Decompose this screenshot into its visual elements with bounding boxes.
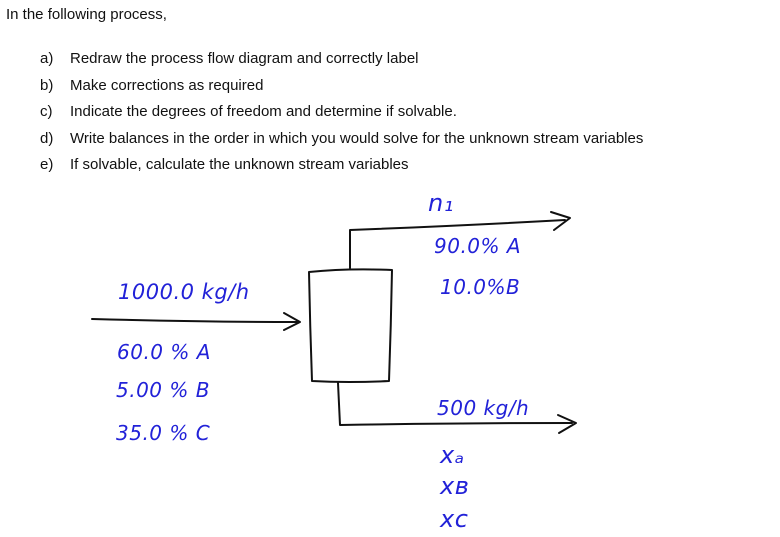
problem-intro: In the following process, (6, 6, 167, 23)
feed-stream-line (92, 319, 297, 322)
task-marker: e) (40, 156, 54, 174)
task-text: If solvable, calculate the unknown stream variables (70, 156, 409, 174)
bottom-flow-label: 500 kg/h (437, 396, 530, 420)
feed-flow-label: 1000.0 kg/h (118, 280, 250, 304)
task-text: Make corrections as required (70, 76, 264, 94)
top-flow-label: n₁ (428, 189, 454, 217)
feed-composition-b: 5.00 % B (116, 378, 210, 402)
bottom-composition-b: xʙ (440, 472, 470, 500)
task-text: Redraw the process flow diagram and correctly label (70, 50, 419, 67)
task-marker: a) (40, 50, 54, 67)
process-unit-box (309, 269, 392, 382)
task-text: Indicate the degrees of freedom and determine if solvable. (70, 103, 457, 121)
feed-composition-a: 60.0 % A (117, 340, 211, 364)
task-text: Write balances in the order in which you would solve for the unknown stream variables (70, 129, 644, 147)
top-composition-a: 90.0% A (434, 234, 522, 258)
bottom-composition-a: xₐ (440, 441, 465, 469)
task-marker: b) (40, 76, 54, 94)
task-marker: c) (40, 103, 53, 121)
bottom-composition-c: xᴄ (440, 505, 469, 533)
feed-composition-c: 35.0 % C (116, 421, 211, 445)
top-composition-b: 10.0%B (440, 275, 521, 299)
task-marker: d) (40, 129, 54, 147)
